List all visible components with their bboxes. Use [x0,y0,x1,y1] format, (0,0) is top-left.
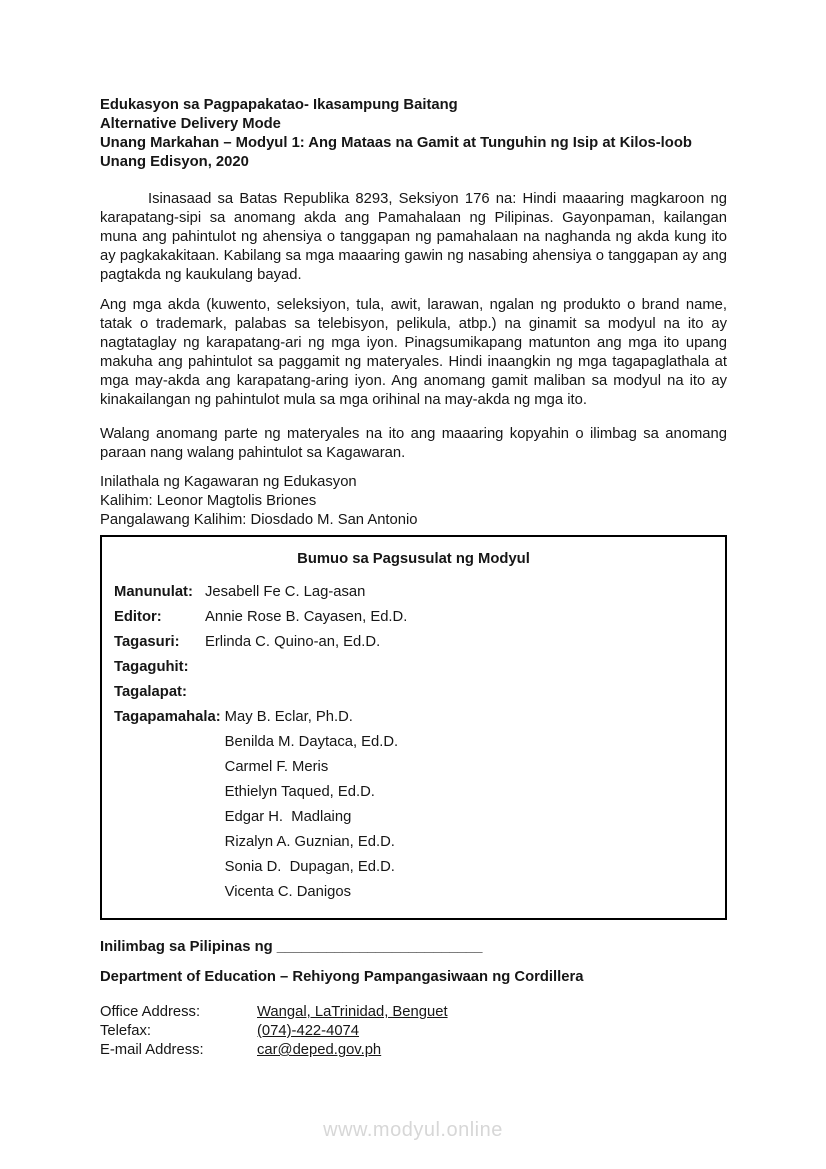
copyright-paragraph-1: Isinasaad sa Batas Republika 8293, Seksiyon 176 na: Hindi maaaring magkaroon ng karapatang-sipi sa anomang akda ang Pamahalaan ng Pilipinas. Gayonpaman, kailangan muna ang pahintulot ng ahensiya o tanggapan ng pamahalaan na naghanda ng akda kung ito ay pagkakakitaan. Kabilang sa mga maaaring gawin ng nasabing ahensiya o tanggapan ay ang pagtakda ng kaukulang bayad. [100,191,727,283]
copyright-paragraph-2: Ang mga akda (kuwento, seleksiyon, tula, awit, larawan, ngalan ng produkto o brand name, tatak o trademark, palabas sa telebisyon, pelikula, atbp.) na ginamit sa modyul na ito ay nagtataglay ng karapatang-ari ng mga iyon. Pinagsumikapang matunton ang mga ito upang makuha ang pahintulot sa paggamit ng materyales. Hindi inaangkin ng mga tagapaglathala at mga may-akda ang karapatang-aring iyon. Ang anomang gamit maliban sa modyul na ito ay kinakailangan ng pahintulot mula sa mga orihinal na may-akda ng mga ito. [100,297,727,408]
crew-row-management [114,708,713,908]
contact-row-telefax [100,1022,727,1041]
crew-row-layout-artist [114,683,713,702]
crew-role-label: Manunulat: [114,584,193,600]
crew-person-name: Benilda M. Daytaca, Ed.D. [224,734,399,750]
printed-in-blank-line: _________________________ [276,939,483,955]
crew-person-name: May B. Eclar, Ph.D. [224,709,353,725]
telefax-value: (074)-422-4074 [257,1023,360,1039]
secretary-line: Kalihim: Leonor Magtolis Briones [100,493,317,509]
undersecretary-line: Pangalawang Kalihim: Diosdado M. San Antonio [100,512,418,528]
header-subject-line: Edukasyon sa Pagpapakatao- Ikasampung Baitang [100,97,458,113]
crew-row-reviewer [114,633,713,652]
crew-person-name: Vicenta C. Danigos [224,884,352,900]
crew-person-name: Jesabell Fe C. Lag-asan [205,584,366,600]
printed-in-label: Inilimbag sa Pilipinas ng [100,939,277,955]
email-value: car@deped.gov.ph [257,1042,382,1058]
crew-row-illustrator [114,658,713,677]
watermark-text: www.modyul.online [323,1119,503,1141]
header-edition-line: Unang Edisyon, 2020 [100,154,249,170]
crew-row-writer [114,583,713,602]
crew-person-name: Rizalyn A. Guznian, Ed.D. [224,834,395,850]
crew-person-name: Erlinda C. Quino-an, Ed.D. [205,634,381,650]
crew-person-name: Annie Rose B. Cayasen, Ed.D. [205,609,408,625]
contact-row-email [100,1041,727,1060]
contact-label: Telefax: [100,1023,151,1039]
management-name-list [225,708,399,908]
crew-role-label: Tagalapat: [114,684,187,700]
publisher-block [100,473,727,530]
crew-role-label: Tagapamahala: [114,709,221,725]
crew-person-name: Sonia D. Dupagan, Ed.D. [224,859,395,875]
contact-row-office-address [100,1003,727,1022]
crew-role-label: Tagasuri: [114,634,180,650]
crew-row-editor [114,608,713,627]
credits-box [100,535,727,920]
contact-block [100,1003,727,1060]
contact-label: E-mail Address: [100,1042,204,1058]
crew-person-name: Edgar H. Madlaing [224,809,352,825]
crew-person-name: Ethielyn Taqued, Ed.D. [224,784,375,800]
header-module-title-line: Unang Markahan – Modyul 1: Ang Mataas na Gamit at Tunguhin ng Isip at Kilos-loob [100,135,692,151]
office-address-value: Wangal, LaTrinidad, Benguet [257,1004,448,1020]
credits-box-title: Bumuo sa Pagsusulat ng Modyul [297,551,530,567]
department-region-line: Department of Education – Rehiyong Pampangasiwaan ng Cordillera [100,969,584,985]
publisher-line: Inilathala ng Kagawaran ng Edukasyon [100,474,357,490]
header-delivery-mode-line: Alternative Delivery Mode [100,116,281,132]
page-content [100,96,727,1060]
crew-role-label: Tagaguhit: [114,659,189,675]
copyright-paragraph-3: Walang anomang parte ng materyales na ito ang maaaring kopyahin o ilimbag sa anomang paraan nang walang pahintulot sa Kagawaran. [100,426,727,461]
module-header [100,96,727,172]
contact-label: Office Address: [100,1004,201,1020]
printed-in-line [100,938,727,957]
crew-role-label: Editor: [114,609,162,625]
crew-person-name: Carmel F. Meris [224,759,329,775]
